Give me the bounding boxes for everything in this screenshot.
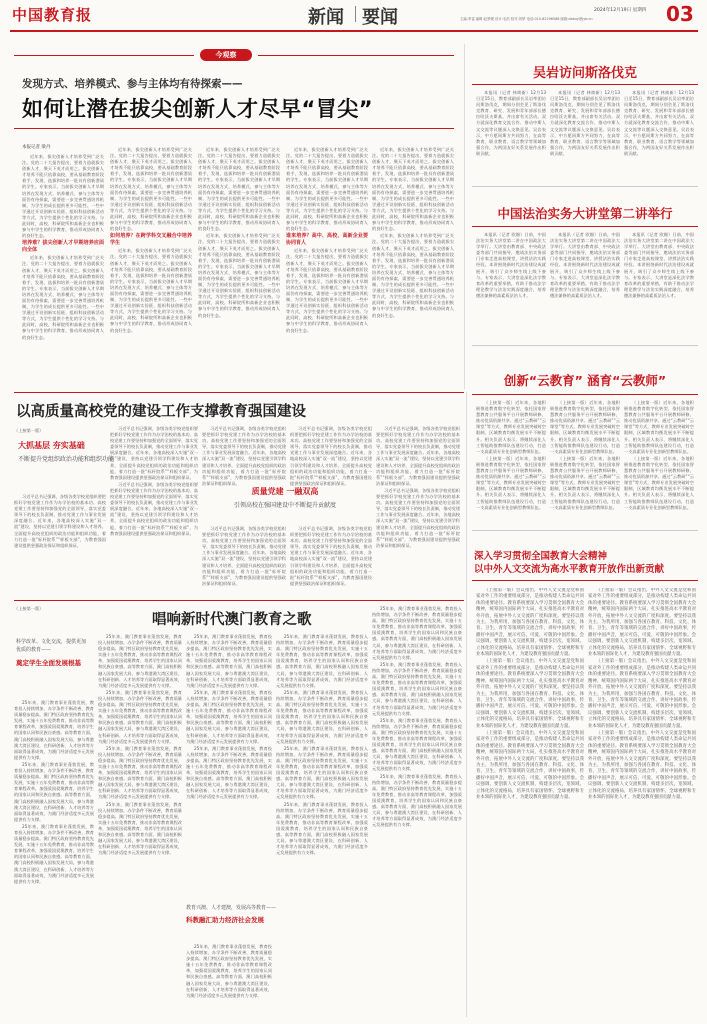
mid-subhead-2: 质量党建 一融双高 (251, 487, 319, 496)
wuyan-col-2: 本报讯（记者 林焕新）12月13日至15日，教育部副部长吴岩率团访问斯洛伐克，期间分别会见了斯洛伐克教育、研究、发展和青年部部长德拉哈沃夫斯基，并出席有关活动。双方就深化教育交流合作、推动中斯人文交流等议题深入交换意见。吴岩表示，中方愿同斯方共同努力，在高等教育、职业教育、语言教学等领域加强合作，为两国友好关系发展作出积极贡献。 (550, 90, 620, 156)
cloud-col-2: （上接第一版）近年来，各地积极推进教育数字化转型，依托国家智慧教育公共服务平台开展教师研修，推动优质资源共享。通过“云教研”“云课堂”等方式，教师专业发展突破时空限制，区域教育均衡发展水平不断提升。相关负责人表示，将继续深化人工智能助推教师队伍建设行动，打造一支高素质专业化创新型教师队伍。 （上接第一版）近年来，各地积极推进教育数字化转型，依托国家智慧教育公共服务平台开展教师研修，推动优质资源共享。通过“云教研”“云课堂”等方式，教师专业发展突破时空限制，区域教育均衡发展水平不断提升。相关负责人表示，将继续深化人工智能助推教师队伍建设行动，打造一支高素质专业化创新型教师队伍。 (550, 400, 620, 510)
editors-line: 主编:李雷 编辑:赵梦媛 设计:毛浩 校对:刘梦 电话:010-82296588 邮箱:dabuy@jyb.cn (460, 17, 593, 21)
bottom-col-1: 25年来，澳门教育事业蓬勃发展，教育投入持续增加，办学条件不断改善，教育质量稳步提高。澳门特区政府坚持教育优先发展，实施十五年免费教育，推动非高等教育课程改革，加强爱国爱澳教育，培养学生的国家认同和民族自豪感。高等教育方面，澳门高校积极融入国家发展大局，参与粤港澳大湾区建设，在科研创新、人才培养等方面取得显著成效，为澳门经济适度多元发展提供有力支撑。 25年来，澳门教育事业蓬勃发展，教育投入持续增加，办学条件不断改善，教育质量稳步提高。澳门特区政府坚持教育优先发展，实施十五年免费教育，推动非高等教育课程改革，加强爱国爱澳教育，培养学生的国家认同和民族自豪感。高等教育方面，澳门高校积极融入国家发展大局，参与粤港澳大湾区建设，在科研创新、人才培养等方面取得显著成效，为澳门经济适度多元发展提供有力支撑。 25年来，澳门教育事业蓬勃发展，教育投入持续增加，办学条件不断改善，教育质量稳步提高。澳门特区政府坚持教育优先发展，实施十五年免费教育，推动非高等教育课程改革，加强爱国爱澳教育，培养学生的国家认同和民族自豪感。高等教育方面，澳门高校积极融入国家发展大局，参与粤港澳大湾区建设，在科研创新、人才培养等方面取得显著成效，为澳门经济适度多元发展提供有力支撑。 (14, 700, 94, 884)
bottom-col-2: 25年来，澳门教育事业蓬勃发展，教育投入持续增加，办学条件不断改善，教育质量稳步提高。澳门特区政府坚持教育优先发展，实施十五年免费教育，推动非高等教育课程改革，加强爱国爱澳教育，培养学生的国家认同和民族自豪感。高等教育方面，澳门高校积极融入国家发展大局，参与粤港澳大湾区建设，在科研创新、人才培养等方面取得显著成效，为澳门经济适度多元发展提供有力支撑。 25年来，澳门教育事业蓬勃发展，教育投入持续增加，办学条件不断改善，教育质量稳步提高。澳门特区政府坚持教育优先发展，实施十五年免费教育，推动非高等教育课程改革，加强爱国爱澳教育，培养学生的国家认同和民族自豪感。高等教育方面，澳门高校积极融入国家发展大局，参与粤港澳大湾区建设，在科研创新、人才培养等方面取得显著成效，为澳门经济适度多元发展提供有力支撑。 25年来，澳门教育事业蓬勃发展，教育投入持续增加，办学条件不断改善，教育质量稳步提高。澳门特区政府坚持教育优先发展，实施十五年免费教育，推动非高等教育课程改革，加强爱国爱澳教育，培养学生的国家认同和民族自豪感。高等教育方面，澳门高校积极融入国家发展大局，参与粤港澳大湾区建设，在科研创新、人才培养等方面取得显著成效，为澳门经济适度多元发展提供有力支撑。 25年来，澳门教育事业蓬勃发展，教育投入持续增加，办学条件不断改善，教育质量稳步提高。澳门特区政府坚持教育优先发展，实施十五年免费教育，推动非高等教育课程改革，加强爱国爱澳教育，培养学生的国家认同和民族自豪感。高等教育方面，澳门高校积极融入国家发展大局，参与粤港澳大湾区建设，在科研创新、人才培养等方面取得显著成效，为澳门经济适度多元发展提供有力支撑。 (98, 634, 182, 856)
bottom-col-3: 25年来，澳门教育事业蓬勃发展，教育投入持续增加，办学条件不断改善，教育质量稳步提高。澳门特区政府坚持教育优先发展，实施十五年免费教育，推动非高等教育课程改革，加强爱国爱澳教育，培养学生的国家认同和民族自豪感。高等教育方面，澳门高校积极融入国家发展大局，参与粤港澳大湾区建设，在科研创新、人才培养等方面取得显著成效，为澳门经济适度多元发展提供有力支撑。 25年来，澳门教育事业蓬勃发展，教育投入持续增加，办学条件不断改善，教育质量稳步提高。澳门特区政府坚持教育优先发展，实施十五年免费教育，推动非高等教育课程改革，加强爱国爱澳教育，培养学生的国家认同和民族自豪感。高等教育方面，澳门高校积极融入国家发展大局，参与粤港澳大湾区建设，在科研创新、人才培养等方面取得显著成效，为澳门经济适度多元发展提供有力支撑。 25年来，澳门教育事业蓬勃发展，教育投入持续增加，办学条件不断改善，教育质量稳步提高。澳门特区政府坚持教育优先发展，实施十五年免费教育，推动非高等教育课程改革，加强爱国爱澳教育，培养学生的国家认同和民族自豪感。高等教育方面，澳门高校积极融入国家发展大局，参与粤港澳大湾区建设，在科研创新、人才培养等方面取得显著成效，为澳门经济适度多元发展提供有力支撑。 (186, 634, 272, 800)
law-col-2: 本报讯（记者 欧媚）日前，中国法治实务大讲堂第二讲在中国政法大学举行。大讲堂由教育部、中央政法委等部门共同指导，邀请法治实务部门专家走进高校课堂，讲授法治实践经验。本讲围绕新时代法治建设成就展开，吸引了众多师生线上线下参与。专家表示，大讲堂是深化法学教育改革的重要举措，有助于推动法学理论教学与法治实践深度融合，培养德法兼修的高素质法治人才。 (550, 232, 620, 298)
law-headline: 中国法治实务大讲堂第二讲举行 (497, 206, 673, 221)
story-humanities-exchange (472, 536, 698, 1016)
bottom-source: （上接第一版） (14, 606, 44, 611)
bottom-deck-1: 科学改革、文化交流，提供更加优质的教育—— (16, 639, 87, 653)
mid-col-6: 习近平总书记强调，各级各类学校党组织要把抓好学校党建工作作为办学治校的基本功。高校党建工作要坚持和加强党的全面领导，落实党委领导下的校长负责制，推动党建工作与事业发展深度融合。近年来，各地高校深入实施“双一流”建设，坚持以党建引领学科建设和人才培养，全面提升高校党组织的政治功能和组织功能，着力打造一批“标杆院系”“样板支部”，为教育强国建设提供坚强政治保证和组织保证。 (290, 526, 372, 586)
cloud-headline: 创新“云教育” 涵育“云教师” (503, 373, 667, 388)
masthead-rule (10, 30, 698, 32)
lead-col-1: 近年来，拔尖创新人才培养受到广泛关注。党的二十大报告提出，要着力造就拔尖创新人才，聚天下英才而用之。拔尖创新人才培养不能只依靠高校，要从基础教育阶段着手，发现、选拔和培养一批具有创新潜质的学生。专家表示，当前拔尖创新人才早期培养在发现方式、培养模式、参与主体等方面仍有待探索，需要进一步完善贯通培养机制，为学生的成长提供更多可能性。一些中学通过开设创新实验班、组织科技创新活动等方式，为学生提供个性化的学习支持。与此同时，高校、科研院所和高新企业也积极参与中学生的科学教育，推动形成协同育人的良好生态。 培养难？拔尖创新人才早期培养应面向全体 近年来，拔尖创新人才培养受到广泛关注。党的二十大报告提出，要着力造就拔尖创新人才，聚天下英才而用之。拔尖创新人才培养不能只依靠高校，要从基础教育阶段着手，发现、选拔和培养一批具有创新潜质的学生。专家表示，当前拔尖创新人才早期培养在发现方式、培养模式、参与主体等方面仍有待探索，需要进一步完善贯通培养机制，为学生的成长提供更多可能性。一些中学通过开设创新实验班、组织科技创新活动等方式，为学生提供个性化的学习支持。与此同时，高校、科研院所和高新企业也积极参与中学生的科学教育，推动形成协同育人的良好生态。 (22, 154, 104, 340)
lead-col-4: 近年来，拔尖创新人才培养受到广泛关注。党的二十大报告提出，要着力造就拔尖创新人才，聚天下英才而用之。拔尖创新人才培养不能只依靠高校，要从基础教育阶段着手，发现、选拔和培养一批具有创新潜质的学生。专家表示，当前拔尖创新人才早期培养在发现方式、培养模式、参与主体等方面仍有待探索，需要进一步完善贯通培养机制，为学生的成长提供更多可能性。一些中学通过开设创新实验班、组织科技创新活动等方式，为学生提供个性化的学习支持。与此同时，高校、科研院所和高新企业也积极参与中学生的科学教育，推动形成协同育人的良好生态。 谁来培养？高中、高校、高新企业要协同育人 近年来，拔尖创新人才培养受到广泛关注。党的二十大报告提出，要着力造就拔尖创新人才，聚天下英才而用之。拔尖创新人才培养不能只依靠高校，要从基础教育阶段着手，发现、选拔和培养一批具有创新潜质的学生。专家表示，当前拔尖创新人才早期培养在发现方式、培养模式、参与主体等方面仍有待探索，需要进一步完善贯通培养机制，为学生的成长提供更多可能性。一些中学通过开设创新实验班、组织科技创新活动等方式，为学生提供个性化的学习支持。与此同时，高校、科研院所和高新企业也积极参与中学生的科学教育，推动形成协同育人的良好生态。 (286, 147, 368, 333)
mid-subhead-1-box (18, 436, 114, 490)
law-col-3: 本报讯（记者 欧媚）日前，中国法治实务大讲堂第二讲在中国政法大学举行。大讲堂由教育部、中央政法委等部门共同指导，邀请法治实务部门专家走进高校课堂，讲授法治实践经验。本讲围绕新时代法治建设成就展开，吸引了众多师生线上线下参与。专家表示，大讲堂是深化法学教育改革的重要举措，有助于推动法学理论教学与法治实践深度融合，培养德法兼修的高素质法治人才。 (624, 232, 694, 298)
bottom-subhead-2: 科教融汇助力经济社会发展 (186, 916, 264, 924)
story-law-lecture (472, 188, 698, 343)
mid-headline: 以高质量高校党的建设工作支撑教育强国建设 (16, 404, 306, 420)
cloud-col-1: （上接第一版）近年来，各地积极推进教育数字化转型，依托国家智慧教育公共服务平台开展教师研修，推动优质资源共享。通过“云教研”“云课堂”等方式，教师专业发展突破时空限制，区域教育均衡发展水平不断提升。相关负责人表示，将继续深化人工智能助推教师队伍建设行动，打造一支高素质专业化创新型教师队伍。 （上接第一版）近年来，各地积极推进教育数字化转型，依托国家智慧教育公共服务平台开展教师研修，推动优质资源共享。通过“云教研”“云课堂”等方式，教师专业发展突破时空限制，区域教育均衡发展水平不断提升。相关负责人表示，将继续深化人工智能助推教师队伍建设行动，打造一支高素质专业化创新型教师队伍。 (476, 400, 546, 510)
mid-col-7: 习近平总书记强调，各级各类学校党组织要把抓好学校党建工作作为办学治校的基本功。高校党建工作要坚持和加强党的全面领导，落实党委领导下的校长负责制，推动党建工作与事业发展深度融合。近年来，各地高校深入实施“双一流”建设，坚持以党建引领学科建设和人才培养，全面提升高校党组织的政治功能和组织功能，着力打造一批“标杆院系”“样板支部”，为教育强国建设提供坚强政治保证和组织保证。 习近平总书记强调，各级各类学校党组织要把抓好学校党建工作作为办学治校的基本功。高校党建工作要坚持和加强党的全面领导，落实党委领导下的校长负责制，推动党建工作与事业发展深度融合。近年来，各地高校深入实施“双一流”建设，坚持以党建引领学科建设和人才培养，全面提升高校党组织的政治功能和组织功能，着力打造一批“标杆院系”“样板支部”，为教育强国建设提供坚强政治保证和组织保证。 (376, 426, 460, 548)
mid-deck-2: 引领高校在强国建设中不断提升贡献度 (233, 502, 336, 509)
exchange-col-2: （上接第一版）会议指出，中外人文交流是党和国家对外工作的重要组成部分，是推动构建人类命运共同体的重要途径。教育系统要深入学习贯彻全国教育大会精神，统筹国内国际两个大局，扎实推进高水平教育对外开放，拓展中外人文交流的广度和深度。要坚持以我为主、为我所用，加强与各国在教育、科技、文化、体育、卫生、青年等领域的交流合作，讲好中国故事，传播好中国声音，展示可信、可爱、可敬的中国形象。会议强调，要创新人文交流机制，构建多层次、宽领域、立体化的交流格局，培养具有家国情怀、全球视野和专业本领的国际化人才，为建设教育强国贡献力量。 （上接第一版）会议指出，中外人文交流是党和国家对外工作的重要组成部分，是推动构建人类命运共同体的重要途径。教育系统要深入学习贯彻全国教育大会精神，统筹国内国际两个大局，扎实推进高水平教育对外开放，拓展中外人文交流的广度和深度。要坚持以我为主、为我所用，加强与各国在教育、科技、文化、体育、卫生、青年等领域的交流合作，讲好中国故事，传播好中国声音，展示可信、可爱、可敬的中国形象。会议强调，要创新人文交流机制，构建多层次、宽领域、立体化的交流格局，培养具有家国情怀、全球视野和专业本领的国际化人才，为建设教育强国贡献力量。 （上接第一版）会议指出，中外人文交流是党和国家对外工作的重要组成部分，是推动构建人类命运共同体的重要途径。教育系统要深入学习贯彻全国教育大会精神，统筹国内国际两个大局，扎实推进高水平教育对外开放，拓展中外人文交流的广度和深度。要坚持以我为主、为我所用，加强与各国在教育、科技、文化、体育、卫生、青年等领域的交流合作，讲好中国故事，传播好中国声音，展示可信、可爱、可敬的中国形象。会议强调，要创新人文交流机制，构建多层次、宽领域、立体化的交流格局，培养具有家国情怀、全球视野和专业本领的国际化人才，为建设教育强国贡献力量。 (588, 588, 696, 800)
mid-col-1: 习近平总书记强调，各级各类学校党组织要把抓好学校党建工作作为办学治校的基本功。高校党建工作要坚持和加强党的全面领导，落实党委领导下的校长负责制，推动党建工作与事业发展深度融合。近年来，各地高校深入实施“双一流”建设，坚持以党建引领学科建设和人才培养，全面提升高校党组织的政治功能和组织功能，着力打造一批“标杆院系”“样板支部”，为教育强国建设提供坚强政治保证和组织保证。 (14, 494, 106, 548)
exchange-col-1: （上接第一版）会议指出，中外人文交流是党和国家对外工作的重要组成部分，是推动构建人类命运共同体的重要途径。教育系统要深入学习贯彻全国教育大会精神，统筹国内国际两个大局，扎实推进高水平教育对外开放，拓展中外人文交流的广度和深度。要坚持以我为主、为我所用，加强与各国在教育、科技、文化、体育、卫生、青年等领域的交流合作，讲好中国故事，传播好中国声音，展示可信、可爱、可敬的中国形象。会议强调，要创新人文交流机制，构建多层次、宽领域、立体化的交流格局，培养具有家国情怀、全球视野和专业本领的国际化人才，为建设教育强国贡献力量。 （上接第一版）会议指出，中外人文交流是党和国家对外工作的重要组成部分，是推动构建人类命运共同体的重要途径。教育系统要深入学习贯彻全国教育大会精神，统筹国内国际两个大局，扎实推进高水平教育对外开放，拓展中外人文交流的广度和深度。要坚持以我为主、为我所用，加强与各国在教育、科技、文化、体育、卫生、青年等领域的交流合作，讲好中国故事，传播好中国声音，展示可信、可爱、可敬的中国形象。会议强调，要创新人文交流机制，构建多层次、宽领域、立体化的交流格局，培养具有家国情怀、全球视野和专业本领的国际化人才，为建设教育强国贡献力量。 （上接第一版）会议指出，中外人文交流是党和国家对外工作的重要组成部分，是推动构建人类命运共同体的重要途径。教育系统要深入学习贯彻全国教育大会精神，统筹国内国际两个大局，扎实推进高水平教育对外开放，拓展中外人文交流的广度和深度。要坚持以我为主、为我所用，加强与各国在教育、科技、文化、体育、卫生、青年等领域的交流合作，讲好中国故事，传播好中国声音，展示可信、可爱、可敬的中国形象。会议强调，要创新人文交流机制，构建多层次、宽领域、立体化的交流格局，培养具有家国情怀、全球视野和专业本领的国际化人才，为建设教育强国贡献力量。 (476, 588, 584, 800)
story-wuyan (472, 44, 698, 184)
masthead (0, 0, 707, 30)
section-title: 新闻 (308, 7, 344, 28)
lead-subhead-2: 如何培养？在跨学科交叉融合中培养学生 (110, 233, 192, 247)
lead-subhead-1: 培养难？拔尖创新人才早期培养应面向全体 (22, 240, 104, 254)
lead-kicker: 发现方式、培养模式、参与主体均有待探索—— (22, 78, 243, 90)
wuyan-col-1: 本报讯（记者 林焕新）12月13日至15日，教育部副部长吴岩率团访问斯洛伐克，期间分别会见了斯洛伐克教育、研究、发展和青年部部长德拉哈沃夫斯基，并出席有关活动。双方就深化教育交流合作、推动中斯人文交流等议题深入交换意见。吴岩表示，中方愿同斯方共同努力，在高等教育、职业教育、语言教学等领域加强合作，为两国友好关系发展作出积极贡献。 (476, 90, 546, 156)
lead-headline: 如何让潜在拔尖创新人才尽早“冒尖” (22, 97, 374, 121)
lead-byline: 本报记者 梁丹 (22, 145, 51, 150)
mid-subhead-2-box (205, 486, 365, 526)
mid-col-4: 习近平总书记强调，各级各类学校党组织要把抓好学校党建工作作为办学治校的基本功。高校党建工作要坚持和加强党的全面领导，落实党委领导下的校长负责制，推动党建工作与事业发展深度融合。近年来，各地高校深入实施“双一流”建设，坚持以党建引领学科建设和人才培养，全面提升高校党组织的政治功能和组织功能，着力打造一批“标杆院系”“样板支部”，为教育强国建设提供坚强政治保证和组织保证。 (290, 426, 372, 486)
mid-source: （上接第一版） (14, 428, 44, 433)
lead-badge (200, 49, 252, 61)
bottom-col-5: 25年来，澳门教育事业蓬勃发展，教育投入持续增加，办学条件不断改善，教育质量稳步提高。澳门特区政府坚持教育优先发展，实施十五年免费教育，推动非高等教育课程改革，加强爱国爱澳教育，培养学生的国家认同和民族自豪感。高等教育方面，澳门高校积极融入国家发展大局，参与粤港澳大湾区建设，在科研创新、人才培养等方面取得显著成效，为澳门经济适度多元发展提供有力支撑。 25年来，澳门教育事业蓬勃发展，教育投入持续增加，办学条件不断改善，教育质量稳步提高。澳门特区政府坚持教育优先发展，实施十五年免费教育，推动非高等教育课程改革，加强爱国爱澳教育，培养学生的国家认同和民族自豪感。高等教育方面，澳门高校积极融入国家发展大局，参与粤港澳大湾区建设，在科研创新、人才培养等方面取得显著成效，为澳门经济适度多元发展提供有力支撑。 25年来，澳门教育事业蓬勃发展，教育投入持续增加，办学条件不断改善，教育质量稳步提高。澳门特区政府坚持教育优先发展，实施十五年免费教育，推动非高等教育课程改革，加强爱国爱澳教育，培养学生的国家认同和民族自豪感。高等教育方面，澳门高校积极融入国家发展大局，参与粤港澳大湾区建设，在科研创新、人才培养等方面取得显著成效，为澳门经济适度多元发展提供有力支撑。 25年来，澳门教育事业蓬勃发展，教育投入持续增加，办学条件不断改善，教育质量稳步提高。澳门特区政府坚持教育优先发展，实施十五年免费教育，推动非高等教育课程改革，加强爱国爱澳教育，培养学生的国家认同和民族自豪感。高等教育方面，澳门高校积极融入国家发展大局，参与粤港澳大湾区建设，在科研创新、人才培养等方面取得显著成效，为澳门经济适度多元发展提供有力支撑。 (276, 634, 368, 856)
subsection-title: 要闻 (362, 7, 398, 28)
mid-deck-1: 不断提升党组织政治功能和组织功能 (18, 456, 115, 463)
lead-subhead-3: 谁来培养？高中、高校、高新企业要协同育人 (286, 233, 368, 247)
bottom-col-6: 25年来，澳门教育事业蓬勃发展，教育投入持续增加，办学条件不断改善，教育质量稳步提高。澳门特区政府坚持教育优先发展，实施十五年免费教育，推动非高等教育课程改革，加强爱国爱澳教育，培养学生的国家认同和民族自豪感。高等教育方面，澳门高校积极融入国家发展大局，参与粤港澳大湾区建设，在科研创新、人才培养等方面取得显著成效，为澳门经济适度多元发展提供有力支撑。 25年来，澳门教育事业蓬勃发展，教育投入持续增加，办学条件不断改善，教育质量稳步提高。澳门特区政府坚持教育优先发展，实施十五年免费教育，推动非高等教育课程改革，加强爱国爱澳教育，培养学生的国家认同和民族自豪感。高等教育方面，澳门高校积极融入国家发展大局，参与粤港澳大湾区建设，在科研创新、人才培养等方面取得显著成效，为澳门经济适度多元发展提供有力支撑。 25年来，澳门教育事业蓬勃发展，教育投入持续增加，办学条件不断改善，教育质量稳步提高。澳门特区政府坚持教育优先发展，实施十五年免费教育，推动非高等教育课程改革，加强爱国爱澳教育，培养学生的国家认同和民族自豪感。高等教育方面，澳门高校积极融入国家发展大局，参与粤港澳大湾区建设，在科研创新、人才培养等方面取得显著成效，为澳门经济适度多元发展提供有力支撑。 25年来，澳门教育事业蓬勃发展，教育投入持续增加，办学条件不断改善，教育质量稳步提高。澳门特区政府坚持教育优先发展，实施十五年免费教育，推动非高等教育课程改革，加强爱国爱澳教育，培养学生的国家认同和民族自豪感。高等教育方面，澳门高校积极融入国家发展大局，参与粤港澳大湾区建设，在科研创新、人才培养等方面取得显著成效，为澳门经济适度多元发展提供有力支撑。 (372, 606, 462, 828)
mid-col-2: 习近平总书记强调，各级各类学校党组织要把抓好学校党建工作作为办学治校的基本功。高校党建工作要坚持和加强党的全面领导，落实党委领导下的校长负责制，推动党建工作与事业发展深度融合。近年来，各地高校深入实施“双一流”建设，坚持以党建引领学科建设和人才培养，全面提升高校党组织的政治功能和组织功能，着力打造一批“标杆院系”“样板支部”，为教育强国建设提供坚强政治保证和组织保证。 习近平总书记强调，各级各类学校党组织要把抓好学校党建工作作为办学治校的基本功。高校党建工作要坚持和加强党的全面领导，落实党委领导下的校长负责制，推动党建工作与事业发展深度融合。近年来，各地高校深入实施“双一流”建设，坚持以党建引领学科建设和人才培养，全面提升高校党组织的政治功能和组织功能，着力打造一批“标杆院系”“样板支部”，为教育强国建设提供坚强政治保证和组织保证。 (110, 426, 198, 536)
mid-col-3: 习近平总书记强调，各级各类学校党组织要把抓好学校党建工作作为办学治校的基本功。高校党建工作要坚持和加强党的全面领导，落实党委领导下的校长负责制，推动党建工作与事业发展深度融合。近年来，各地高校深入实施“双一流”建设，坚持以党建引领学科建设和人才培养，全面提升高校党组织的政治功能和组织功能，着力打造一批“标杆院系”“样板支部”，为教育强国建设提供坚强政治保证和组织保证。 (202, 426, 286, 486)
bottom-subhead-1: 奠定学生全面发展根基 (16, 659, 81, 667)
bottom-deck-2: 教育兴澳、人才建澳，发展高等教育—— (186, 905, 277, 911)
bottom-col-4: 25年来，澳门教育事业蓬勃发展，教育投入持续增加，办学条件不断改善，教育质量稳步提高。澳门特区政府坚持教育优先发展，实施十五年免费教育，推动非高等教育课程改革，加强爱国爱澳教育，培养学生的国家认同和民族自豪感。高等教育方面，澳门高校积极融入国家发展大局，参与粤港澳大湾区建设，在科研创新、人才培养等方面取得显著成效，为澳门经济适度多元发展提供有力支撑。 (186, 944, 272, 998)
page-number: 03 (666, 2, 694, 26)
date-line: 2024年12月19日 星期四 (594, 8, 647, 13)
bottom-deck-1-box (16, 638, 86, 698)
lead-col-3: 近年来，拔尖创新人才培养受到广泛关注。党的二十大报告提出，要着力造就拔尖创新人才，聚天下英才而用之。拔尖创新人才培养不能只依靠高校，要从基础教育阶段着手，发现、选拔和培养一批具有创新潜质的学生。专家表示，当前拔尖创新人才早期培养在发现方式、培养模式、参与主体等方面仍有待探索，需要进一步完善贯通培养机制，为学生的成长提供更多可能性。一些中学通过开设创新实验班、组织科技创新活动等方式，为学生提供个性化的学习支持。与此同时，高校、科研院所和高新企业也积极参与中学生的科学教育，推动形成协同育人的良好生态。 近年来，拔尖创新人才培养受到广泛关注。党的二十大报告提出，要着力造就拔尖创新人才，聚天下英才而用之。拔尖创新人才培养不能只依靠高校，要从基础教育阶段着手，发现、选拔和培养一批具有创新潜质的学生。专家表示，当前拔尖创新人才早期培养在发现方式、培养模式、参与主体等方面仍有待探索，需要进一步完善贯通培养机制，为学生的成长提供更多可能性。一些中学通过开设创新实验班、组织科技创新活动等方式，为学生提供个性化的学习支持。与此同时，高校、科研院所和高新企业也积极参与中学生的科学教育，推动形成协同育人的良好生态。 (198, 147, 280, 318)
lead-col-2: 近年来，拔尖创新人才培养受到广泛关注。党的二十大报告提出，要着力造就拔尖创新人才，聚天下英才而用之。拔尖创新人才培养不能只依靠高校，要从基础教育阶段着手，发现、选拔和培养一批具有创新潜质的学生。专家表示，当前拔尖创新人才早期培养在发现方式、培养模式、参与主体等方面仍有待探索，需要进一步完善贯通培养机制，为学生的成长提供更多可能性。一些中学通过开设创新实验班、组织科技创新活动等方式，为学生提供个性化的学习支持。与此同时，高校、科研院所和高新企业也积极参与中学生的科学教育，推动形成协同育人的良好生态。 如何培养？在跨学科交叉融合中培养学生 近年来，拔尖创新人才培养受到广泛关注。党的二十大报告提出，要着力造就拔尖创新人才，聚天下英才而用之。拔尖创新人才培养不能只依靠高校，要从基础教育阶段着手，发现、选拔和培养一批具有创新潜质的学生。专家表示，当前拔尖创新人才早期培养在发现方式、培养模式、参与主体等方面仍有待探索，需要进一步完善贯通培养机制，为学生的成长提供更多可能性。一些中学通过开设创新实验班、组织科技创新活动等方式，为学生提供个性化的学习支持。与此同时，高校、科研院所和高新企业也积极参与中学生的科学教育，推动形成协同育人的良好生态。 (110, 147, 192, 333)
badge-text: 今观察 (215, 51, 237, 59)
exchange-headline: 深入学习贯彻全国教育大会精神 以中外人文交流为高水平教育开放作出新贡献 (474, 551, 665, 575)
wuyan-headline: 吴岩访问斯洛伐克 (532, 66, 637, 81)
law-col-1: 本报讯（记者 欧媚）日前，中国法治实务大讲堂第二讲在中国政法大学举行。大讲堂由教育部、中央政法委等部门共同指导，邀请法治实务部门专家走进高校课堂，讲授法治实践经验。本讲围绕新时代法治建设成就展开，吸引了众多师生线上线下参与。专家表示，大讲堂是深化法学教育改革的重要举措，有助于推动法学理论教学与法治实践深度融合，培养德法兼修的高素质法治人才。 (476, 232, 546, 298)
lead-col-5: 近年来，拔尖创新人才培养受到广泛关注。党的二十大报告提出，要着力造就拔尖创新人才，聚天下英才而用之。拔尖创新人才培养不能只依靠高校，要从基础教育阶段着手，发现、选拔和培养一批具有创新潜质的学生。专家表示，当前拔尖创新人才早期培养在发现方式、培养模式、参与主体等方面仍有待探索，需要进一步完善贯通培养机制，为学生的成长提供更多可能性。一些中学通过开设创新实验班、组织科技创新活动等方式，为学生提供个性化的学习支持。与此同时，高校、科研院所和高新企业也积极参与中学生的科学教育，推动形成协同育人的良好生态。 近年来，拔尖创新人才培养受到广泛关注。党的二十大报告提出，要着力造就拔尖创新人才，聚天下英才而用之。拔尖创新人才培养不能只依靠高校，要从基础教育阶段着手，发现、选拔和培养一批具有创新潜质的学生。专家表示，当前拔尖创新人才早期培养在发现方式、培养模式、参与主体等方面仍有待探索，需要进一步完善贯通培养机制，为学生的成长提供更多可能性。一些中学通过开设创新实验班、组织科技创新活动等方式，为学生提供个性化的学习支持。与此同时，高校、科研院所和高新企业也积极参与中学生的科学教育，推动形成协同育人的良好生态。 (372, 147, 454, 318)
wuyan-col-3: 本报讯（记者 林焕新）12月13日至15日，教育部副部长吴岩率团访问斯洛伐克，期间分别会见了斯洛伐克教育、研究、发展和青年部部长德拉哈沃夫斯基，并出席有关活动。双方就深化教育交流合作、推动中斯人文交流等议题深入交换意见。吴岩表示，中方愿同斯方共同努力，在高等教育、职业教育、语言教学等领域加强合作，为两国友好关系发展作出积极贡献。 (624, 90, 694, 156)
mid-subhead-1: 大抓基层 夯实基础 (18, 441, 85, 450)
cloud-col-3: （上接第一版）近年来，各地积极推进教育数字化转型，依托国家智慧教育公共服务平台开展教师研修，推动优质资源共享。通过“云教研”“云课堂”等方式，教师专业发展突破时空限制，区域教育均衡发展水平不断提升。相关负责人表示，将继续深化人工智能助推教师队伍建设行动，打造一支高素质专业化创新型教师队伍。 （上接第一版）近年来，各地积极推进教育数字化转型，依托国家智慧教育公共服务平台开展教师研修，推动优质资源共享。通过“云教研”“云课堂”等方式，教师专业发展突破时空限制，区域教育均衡发展水平不断提升。相关负责人表示，将继续深化人工智能助推教师队伍建设行动，打造一支高素质专业化创新型教师队伍。 (624, 400, 694, 510)
paper-logo: 中国教育报 (12, 6, 93, 24)
story-cloud-education (472, 348, 698, 530)
bottom-headline: 唱响新时代澳门教育之歌 (152, 612, 312, 628)
mid-col-5: 习近平总书记强调，各级各类学校党组织要把抓好学校党建工作作为办学治校的基本功。高校党建工作要坚持和加强党的全面领导，落实党委领导下的校长负责制，推动党建工作与事业发展深度融合。近年来，各地高校深入实施“双一流”建设，坚持以党建引领学科建设和人才培养，全面提升高校党组织的政治功能和组织功能，着力打造一批“标杆院系”“样板支部”，为教育强国建设提供坚强政治保证和组织保证。 (202, 526, 286, 586)
